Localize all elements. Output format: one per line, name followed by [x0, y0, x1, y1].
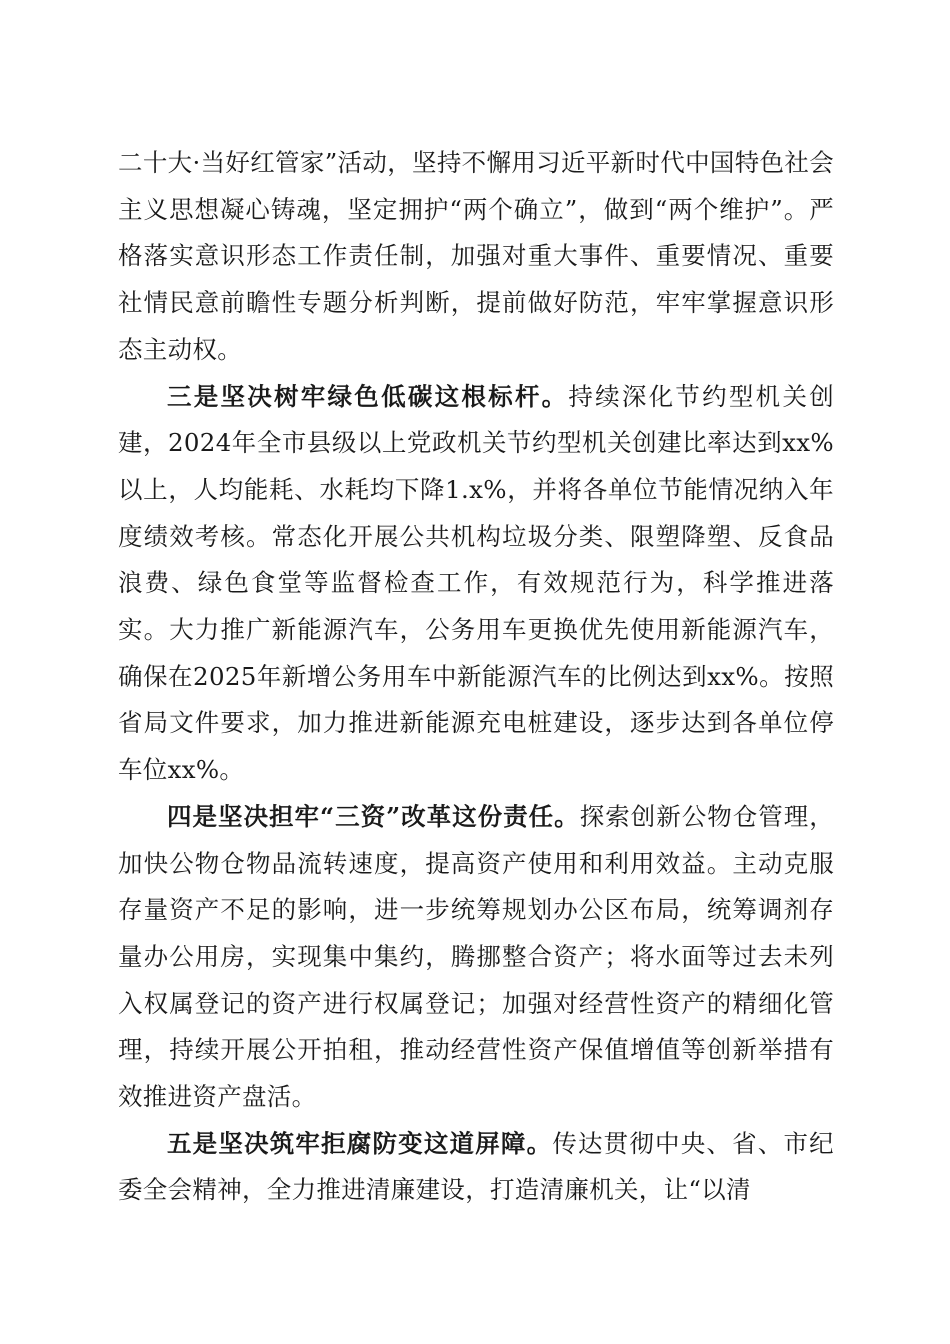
paragraph-1 [118, 140, 834, 374]
paragraph-4 [118, 1121, 834, 1214]
paragraph-4-text: 传达贯彻中央、省、市纪委全会精神，全力推进清廉建设，打造清廉机关，让“以清 [118, 1128, 834, 1205]
paragraph-4-lead: 五是坚决筑牢拒腐防变这道屏障。 [167, 1128, 553, 1158]
paragraph-2-text: 持续深化节约型机关创建，2024年全市县级以上党政机关节约型机关创建比率达到xx%以上，人均能耗、水耗均下降1.x%，并将各单位节能情况纳入年度绩效考核。常态化开展公共机构垃圾分类、限塑降塑、反食品浪费、绿色食堂等监督检查工作，有效规范行为，科学推进落实。大力推广新能源汽车，公务用车更换优先使用新能源汽车，确保在2025年新增公务用车中新能源汽车的比例达到xx%。按照省局文件要求，加力推进新能源充电桩建设，逐步达到各单位停车位xx%。 [118, 381, 834, 785]
paragraph-3-lead: 四是坚决担牢“三资”改革这份责任。 [167, 801, 580, 831]
paragraph-2 [118, 374, 834, 794]
paragraph-1-text: 二十大·当好红管家”活动，坚持不懈用习近平新时代中国特色社会主义思想凝心铸魂，坚定拥护“两个确立”，做到“两个维护”。严格落实意识形态工作责任制，加强对重大事件、重要情况、重要社情民意前瞻性专题分析判断，提前做好防范，牢牢掌握意识形态主动权。 [118, 148, 834, 364]
paragraph-2-lead: 三是坚决树牢绿色低碳这根标杆。 [167, 381, 569, 411]
paragraph-3 [118, 794, 834, 1121]
paragraph-3-text: 探索创新公物仓管理，加快公物仓物品流转速度，提高资产使用和利用效益。主动克服存量资产不足的影响，进一步统筹规划办公区布局，统筹调剂存量办公用房，实现集中集约，腾挪整合资产；将水面等过去未列入权属登记的资产进行权属登记；加强对经营性资产的精细化管理，持续开展公开拍租，推动经营性资产保值增值等创新举措有效推进资产盘活。 [118, 801, 834, 1112]
document-body [118, 140, 834, 1214]
